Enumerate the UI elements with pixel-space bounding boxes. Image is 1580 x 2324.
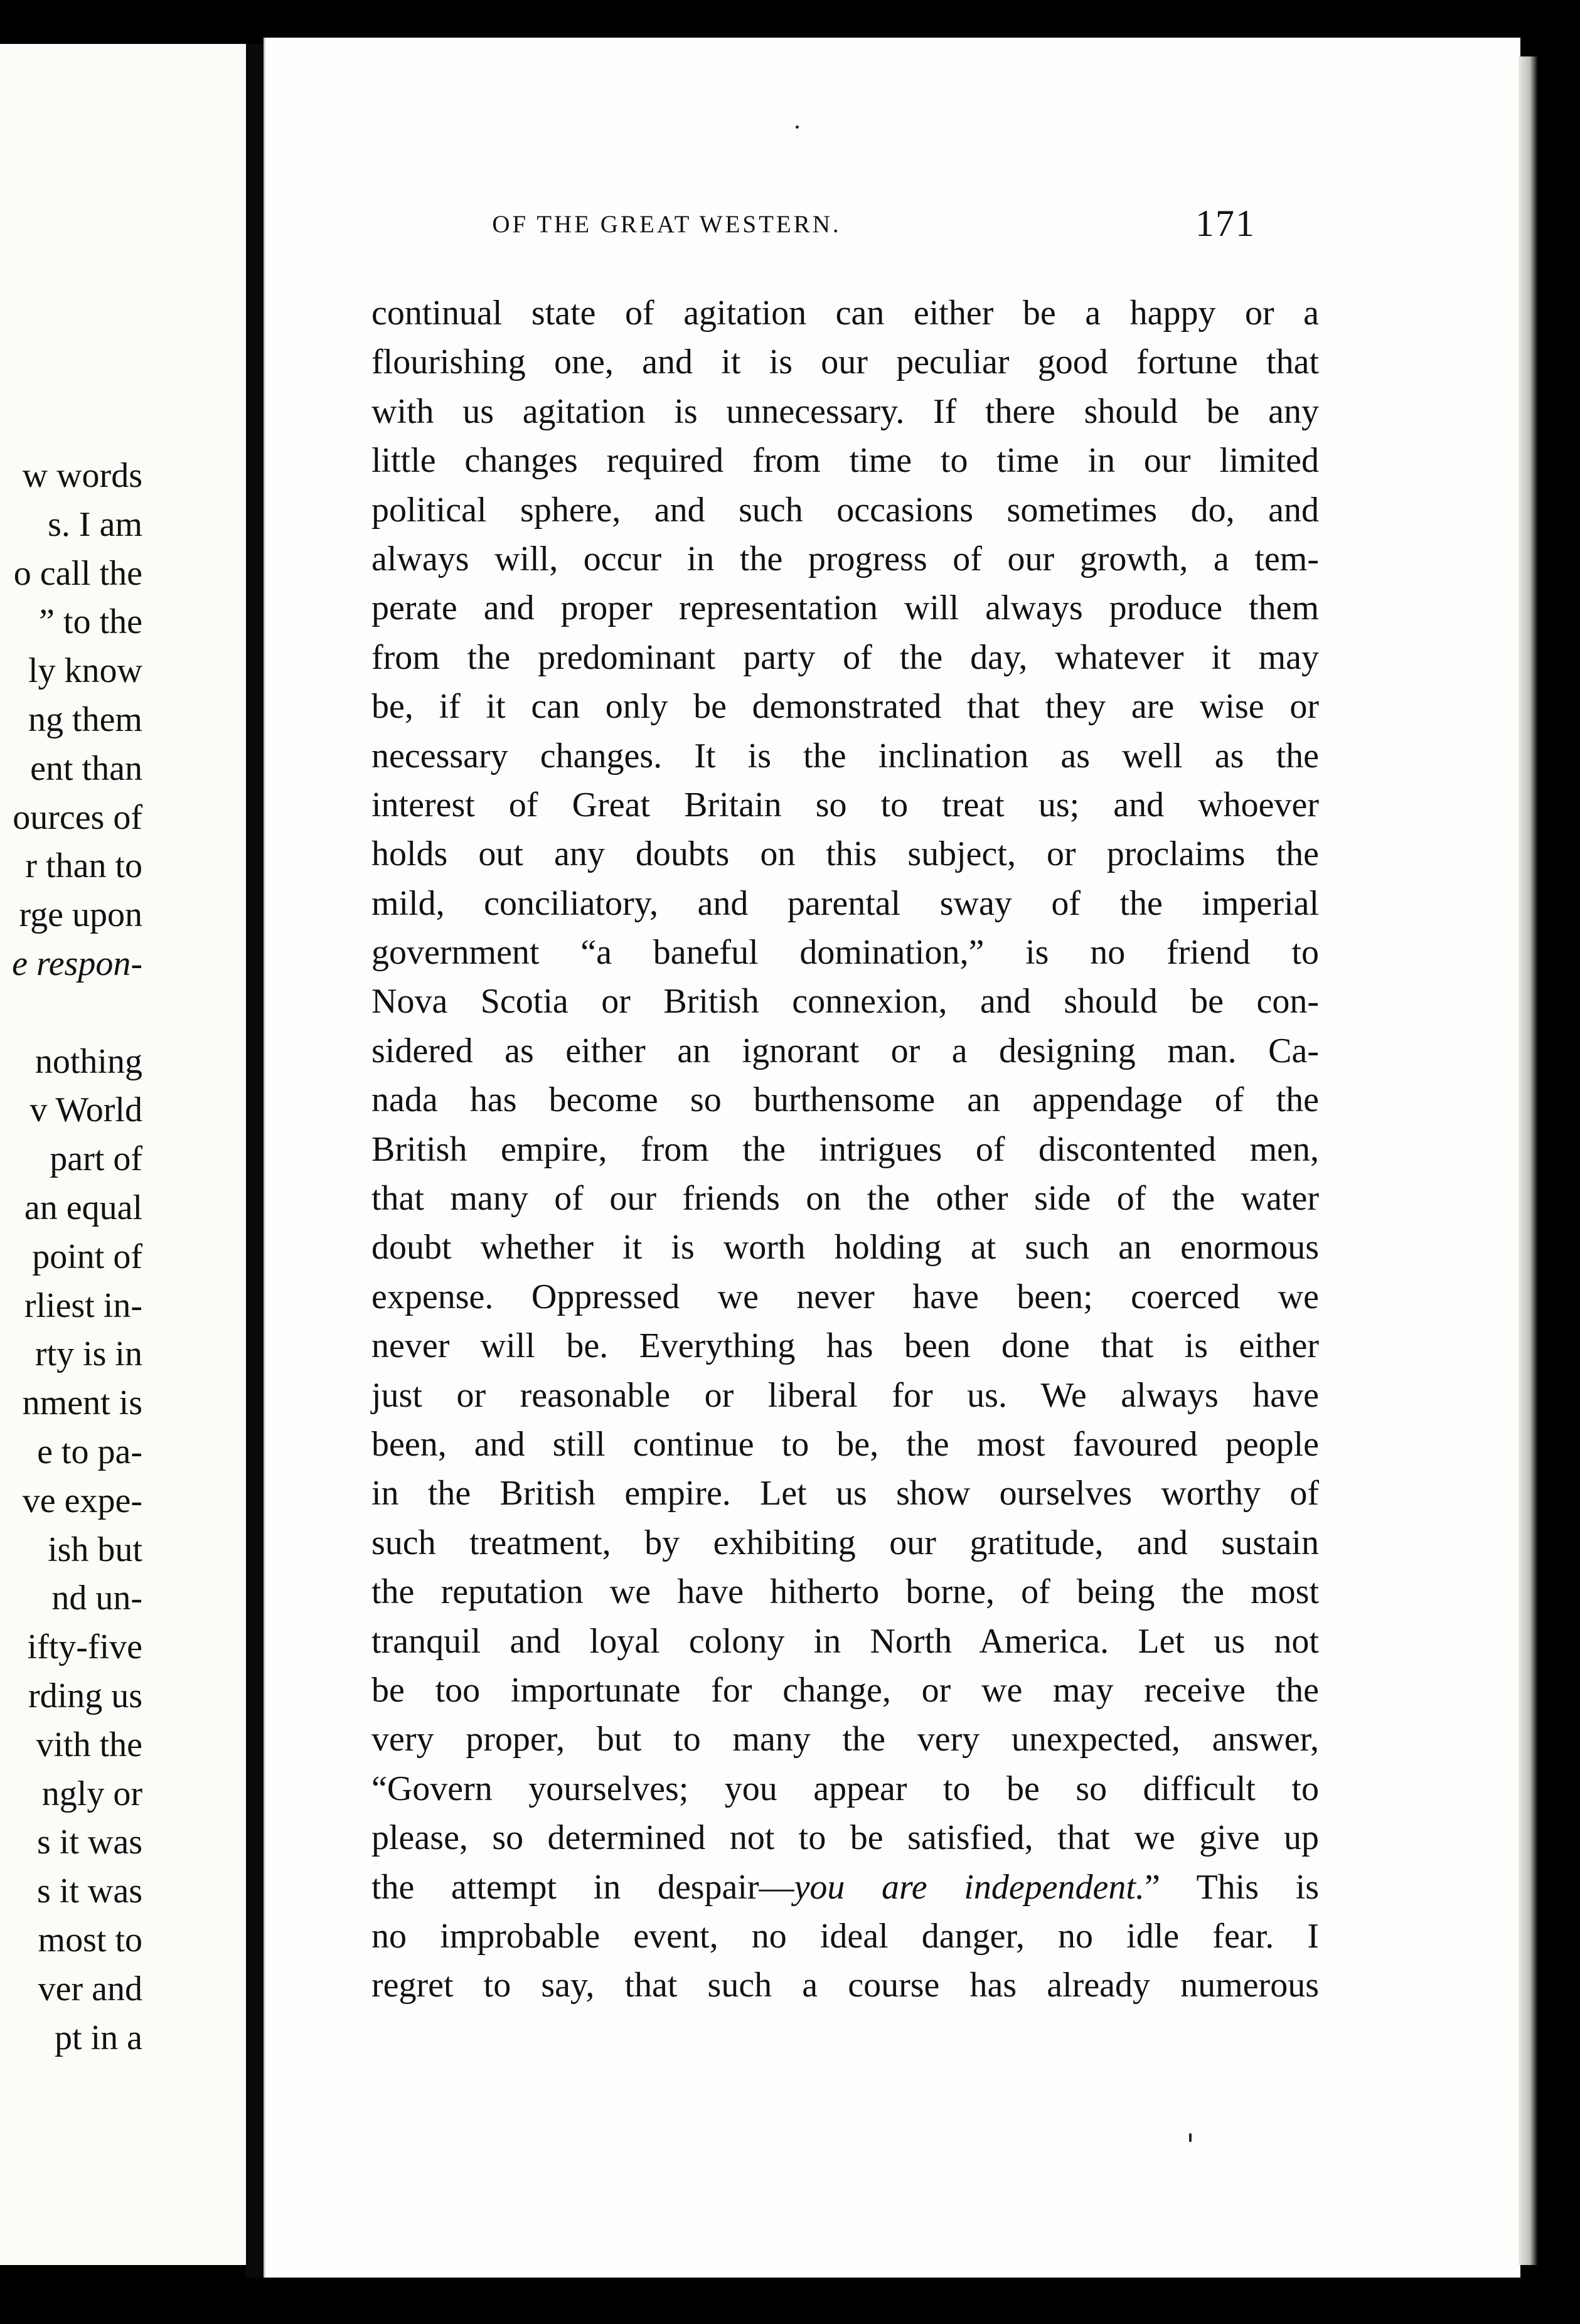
- previous-page-line: rty is in: [35, 1335, 142, 1374]
- previous-page-line: e to pa-: [37, 1432, 142, 1471]
- text-line: from the predominant party of the day, whatever it may: [371, 637, 1319, 677]
- previous-page-line: pt in a: [55, 2018, 142, 2057]
- text-line: government “a baneful domination,” is no friend to: [371, 933, 1319, 973]
- text-segment: ” This is: [1144, 1867, 1319, 1907]
- previous-page-line: part of: [50, 1139, 142, 1179]
- text-line: be too importunate for change, or we may receive the: [371, 1670, 1319, 1710]
- previous-page-line: ver and: [38, 1969, 142, 2008]
- previous-page-line: ent than: [30, 749, 142, 788]
- text-line: sidered as either an ignorant or a designing man. Ca-: [371, 1031, 1319, 1070]
- text-line: no improbable event, no ideal danger, no idle fear. I: [371, 1916, 1319, 1956]
- text-line: little changes required from time to time in our limited: [371, 441, 1319, 481]
- previous-page-line: s it was: [37, 1872, 142, 1911]
- previous-page-line: r than to: [25, 846, 142, 886]
- previous-page-line: w words: [22, 456, 142, 495]
- previous-page-line: nothing: [35, 1042, 142, 1081]
- page-body-text: [371, 289, 1319, 2010]
- text-line: political sphere, and such occasions sometimes do, and: [371, 490, 1319, 530]
- previous-page-line: ifty-five: [27, 1628, 142, 1667]
- text-line: been, and still continue to be, the most favoured people: [371, 1424, 1319, 1464]
- previous-page-line: [12, 989, 142, 1038]
- text-line: mild, conciliatory, and parental sway of the imperial: [371, 883, 1319, 923]
- previous-page-line: rge upon: [19, 895, 142, 935]
- text-line: continual state of agitation can either be a happy or a: [371, 294, 1319, 333]
- book-gutter: [246, 44, 264, 2278]
- text-line: flourishing one, and it is our peculiar good fortune that: [371, 343, 1319, 382]
- previous-page-line: s it was: [37, 1823, 142, 1862]
- previous-page-line: nd un-: [51, 1579, 142, 1618]
- text-line: necessary changes. It is the inclination as well as the: [371, 736, 1319, 776]
- text-line: always will, occur in the progress of our growth, a tem-: [371, 539, 1319, 578]
- previous-page-text: [12, 452, 142, 2062]
- text-line: holds out any doubts on this subject, or proclaims the: [371, 834, 1319, 874]
- page-edge: [1519, 56, 1537, 2265]
- previous-page-line: e respon-: [12, 944, 142, 983]
- text-line: such treatment, by exhibiting our gratitude, and sustain: [371, 1523, 1319, 1562]
- previous-page-line: ve expe-: [22, 1481, 142, 1520]
- previous-page-line: o call the: [13, 553, 142, 593]
- text-line: tranquil and loyal colony in North America. Let us not: [371, 1621, 1319, 1661]
- previous-page-line: rding us: [28, 1676, 142, 1715]
- text-line: very proper, but to many the very unexpected, answer,: [371, 1720, 1319, 1759]
- text-line: perate and proper representation will always produce them: [371, 589, 1319, 628]
- text-line: Nova Scotia or British connexion, and should be con-: [371, 982, 1319, 1021]
- previous-page-line: ” to the: [39, 602, 142, 642]
- text-line: just or reasonable or liberal for us. We always have: [371, 1375, 1319, 1415]
- text-line: regret to say, that such a course has already numerous: [371, 1966, 1319, 2005]
- text-line: in the British empire. Let us show ourselves worthy of: [371, 1474, 1319, 1513]
- previous-page-line: nment is: [22, 1383, 142, 1423]
- text-line: interest of Great Britain so to treat us; and whoever: [371, 785, 1319, 824]
- print-speck: [796, 125, 799, 129]
- text-line: [371, 1863, 1319, 1912]
- previous-page-line: point of: [32, 1237, 142, 1276]
- previous-page-line: rliest in-: [24, 1286, 142, 1325]
- previous-page: [0, 44, 248, 2265]
- text-line: that many of our friends on the other side of the water: [371, 1179, 1319, 1218]
- previous-page-line: most to: [38, 1920, 142, 1959]
- text-line: never will be. Everything has been done that is either: [371, 1326, 1319, 1366]
- previous-page-line: v World: [29, 1090, 142, 1130]
- text-line: expense. Oppressed we never have been; coerced we: [371, 1277, 1319, 1316]
- italic-phrase: you are independent.: [794, 1867, 1145, 1907]
- previous-page-line: ish but: [48, 1530, 142, 1569]
- previous-page-line: an equal: [24, 1188, 142, 1227]
- text-line: British empire, from the intrigues of discontented men,: [371, 1129, 1319, 1169]
- previous-page-line: vith the: [36, 1725, 142, 1764]
- running-head: OF THE GREAT WESTERN.: [492, 211, 841, 238]
- previous-page-line: ources of: [13, 797, 142, 837]
- text-segment: the attempt in despair—: [371, 1867, 794, 1907]
- previous-page-line: s. I am: [48, 504, 142, 544]
- print-speck: [1189, 2133, 1192, 2142]
- previous-page-line: ngly or: [41, 1774, 142, 1813]
- text-line: doubt whether it is worth holding at such an enormous: [371, 1228, 1319, 1267]
- text-line: please, so determined not to be satisfied, that we give up: [371, 1818, 1319, 1858]
- text-line: nada has become so burthensome an appendage of the: [371, 1080, 1319, 1120]
- text-line: be, if it can only be demonstrated that they are wise or: [371, 687, 1319, 727]
- previous-page-line: ng them: [28, 700, 142, 739]
- previous-page-line: ly know: [28, 651, 142, 691]
- text-line: the reputation we have hitherto borne, of being the most: [371, 1572, 1319, 1612]
- text-line: with us agitation is unnecessary. If there should be any: [371, 392, 1319, 431]
- page-number: 171: [1195, 203, 1256, 244]
- text-line: “Govern yourselves; you appear to be so difficult to: [371, 1769, 1319, 1808]
